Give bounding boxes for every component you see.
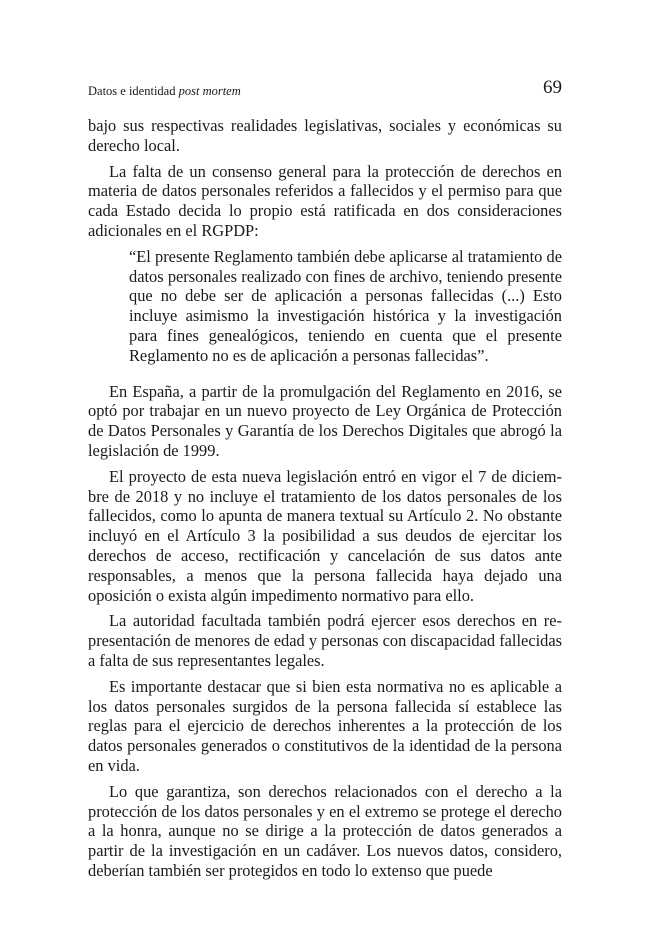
- running-title: [88, 84, 241, 98]
- running-title-italic: post mortem: [178, 84, 241, 98]
- running-header: [88, 76, 562, 98]
- paragraph: En España, a partir de la promulgación del Reglamento en 2016, se optó por trabajar en un nuevo proyecto de Ley Orgánica de Protección de Datos Personales y Garantía de los Derechos Digitales que abrogó la legislación de 1999.: [88, 381, 562, 460]
- page-number: 69: [543, 77, 562, 98]
- running-title-plain: Datos e identidad: [88, 84, 179, 98]
- paragraph: El proyecto de esta nueva legislación entró en vigor el 7 de diciembre de 2018 y no incluye el tratamiento de los datos personales de los fallecidos, como lo apunta de manera textual su Artículo 2. No obstante incluyó en el Artículo 3 la posibilidad a sus deudos de ejercitar los derechos de acceso, rectificación y cancelación de sus datos ante responsables, a menos que la persona fallecida haya dejado una oposición o exista algún impedimento normativo para ello.: [88, 466, 562, 605]
- paragraph: La autoridad facultada también podrá ejercer esos derechos en representación de menores de edad y personas con discapacidad fallecidas a falta de sus representantes legales.: [88, 611, 562, 670]
- paragraph-continued: bajo sus respectivas realidades legislativas, sociales y económicas su derecho local.: [88, 116, 562, 155]
- block-quote: “El presente Reglamento también debe aplicarse al tratamiento de datos personales realizado con fines de archivo, teniendo presente que no debe ser de aplicación a personas fallecidas (...) Esto incluye asimismo la investigación histórica y la investigación para fines genealógicos, teniendo en cuenta que el presente Reglamento no es de aplicación a personas fallecidas”.: [129, 246, 562, 365]
- body-text: [88, 116, 562, 887]
- paragraph: Lo que garantiza, son derechos relacionados con el derecho a la protección de los datos personales y en el extremo se protege el derecho a la honra, aunque no se dirige a la protección de datos generados a partir de la investigación en un cadáver. Los nuevos datos, considero, deberían también ser protegidos en todo lo extenso que puede: [88, 781, 562, 880]
- paragraph: Es importante destacar que si bien esta normativa no es aplicable a los datos personales surgidos de la persona fallecida sí establece las reglas para el ejercicio de derechos inherentes a la protección de los datos personales generados o constitutivos de la identidad de la persona en vida.: [88, 676, 562, 775]
- paragraph: La falta de un consenso general para la protección de derechos en materia de datos personales referidos a fallecidos y el permiso para que cada Estado decida lo propio está ratificada en dos consideraciones adicionales en el RGPDP:: [88, 161, 562, 240]
